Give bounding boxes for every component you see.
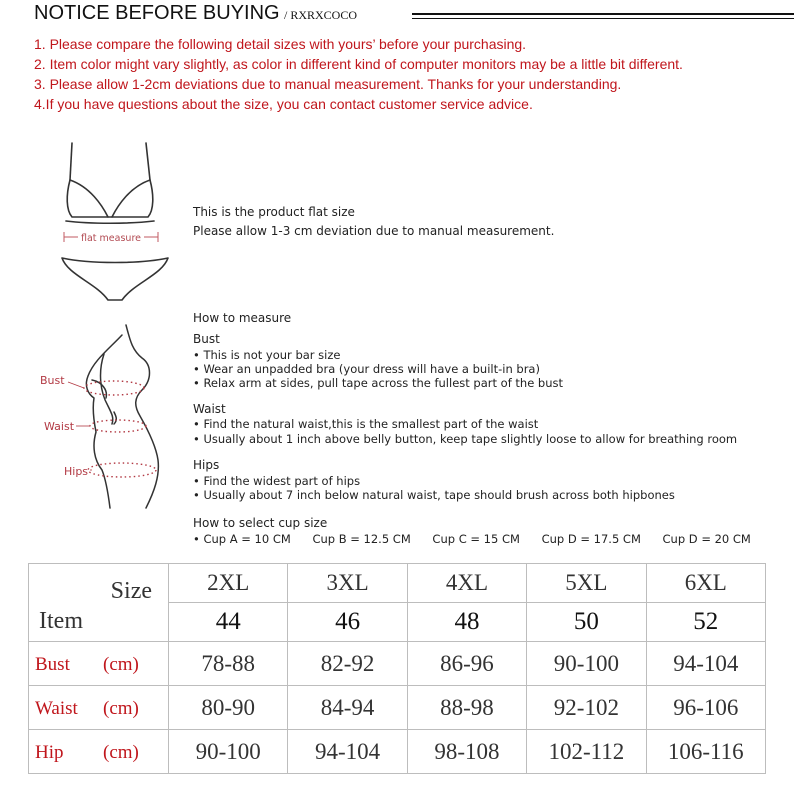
cup-size-heading: How to select cup size [193, 516, 328, 530]
table-cell: 82-92 [288, 642, 407, 686]
table-cell: 96-106 [646, 686, 765, 730]
cup-size-item: Cup D = 20 CM [662, 532, 751, 546]
measure-unit: (cm) [103, 654, 139, 675]
body-measure-illustration [30, 320, 200, 510]
size-column-header [646, 564, 765, 642]
flat-size-text: This is the product flat size [193, 205, 355, 219]
table-header-row [29, 564, 766, 642]
table-row [29, 730, 766, 774]
measure-unit: (cm) [103, 698, 139, 719]
size-chart [28, 563, 766, 773]
hips-tip: • Find the widest part of hips [193, 474, 361, 488]
hips-heading: Hips [193, 458, 220, 472]
row-label-cell [29, 730, 169, 774]
size-number: 46 [335, 608, 361, 635]
bust-tip: • Wear an unpadded bra (your dress will have a built-in bra) [193, 362, 540, 376]
size-table [28, 563, 766, 774]
table-cell: 94-104 [646, 642, 765, 686]
size-header-label: Size [110, 578, 152, 604]
cup-size-item: Cup B = 12.5 CM [312, 532, 411, 546]
table-row [29, 686, 766, 730]
size-name: 3XL [288, 564, 406, 603]
size-number: 52 [693, 608, 719, 635]
measure-name: Hip [35, 742, 64, 763]
table-cell: 78-88 [169, 642, 288, 686]
notice-2: 2. Item color might vary slightly, as color in different kind of computer monitors may be a little bit different. [34, 56, 683, 72]
size-number: 50 [573, 608, 599, 635]
notice-3: 3. Please allow 1-2cm deviations due to manual measurement. Thanks for your understanding. [34, 76, 622, 92]
table-cell: 84-94 [288, 686, 407, 730]
waist-heading: Waist [193, 402, 226, 416]
table-cell: 102-112 [527, 730, 646, 774]
waist-tip: • Find the natural waist,this is the smallest part of the waist [193, 417, 539, 431]
header-rule [412, 13, 794, 21]
table-cell: 86-96 [407, 642, 526, 686]
hips-label: Hips [64, 465, 89, 478]
size-column-header [288, 564, 407, 642]
table-cell: 80-90 [169, 686, 288, 730]
waist-label: Waist [44, 420, 75, 433]
cup-size-item: Cup C = 15 CM [432, 532, 520, 546]
table-cell: 90-100 [527, 642, 646, 686]
header [34, 2, 794, 30]
size-column-header [407, 564, 526, 642]
flat-deviation-text: Please allow 1-3 cm deviation due to manual measurement. [193, 224, 555, 238]
item-header-label: Item [39, 608, 83, 634]
how-to-measure-title: How to measure [193, 311, 292, 325]
page-title: NOTICE BEFORE BUYING [34, 2, 280, 24]
table-cell: 90-100 [169, 730, 288, 774]
table-row [29, 642, 766, 686]
notice-1: 1. Please compare the following detail sizes with yours’ before your purchasing. [34, 36, 527, 52]
table-cell: 92-102 [527, 686, 646, 730]
table-cell: 88-98 [407, 686, 526, 730]
size-name: 2XL [169, 564, 287, 603]
brand-name: / RXRXCOCO [284, 8, 358, 22]
bust-tip: • This is not your bar size [193, 348, 341, 362]
table-cell: 106-116 [646, 730, 765, 774]
size-number: 44 [215, 608, 241, 635]
flat-measure-label: flat measure [81, 233, 141, 244]
cup-size-list [193, 532, 769, 546]
measure-unit: (cm) [103, 742, 139, 763]
size-name: 5XL [527, 564, 645, 603]
table-corner-cell [29, 564, 169, 642]
size-name: 6XL [647, 564, 765, 603]
bust-label: Bust [40, 374, 65, 387]
size-name: 4XL [408, 564, 526, 603]
measure-name: Waist [35, 698, 78, 719]
size-column-header [169, 564, 288, 642]
cup-size-item: • Cup A = 10 CM [193, 532, 291, 546]
bust-heading: Bust [193, 332, 220, 346]
row-label-cell [29, 686, 169, 730]
hips-tip: • Usually about 7 inch below natural waist, tape should brush across both hipbones [193, 488, 675, 502]
table-cell: 98-108 [407, 730, 526, 774]
waist-tip: • Usually about 1 inch above belly button, keep tape slightly loose to allow for breathing room [193, 432, 738, 446]
bust-tip: • Relax arm at sides, pull tape across the fullest part of the bust [193, 376, 564, 390]
row-label-cell [29, 642, 169, 686]
cup-size-item: Cup D = 17.5 CM [541, 532, 641, 546]
size-column-header [527, 564, 646, 642]
bikini-flat-illustration [50, 125, 180, 310]
notice-4: 4.If you have questions about the size, you can contact customer service advice. [34, 96, 533, 112]
size-number: 48 [454, 608, 480, 635]
table-cell: 94-104 [288, 730, 407, 774]
measure-name: Bust [35, 654, 70, 675]
